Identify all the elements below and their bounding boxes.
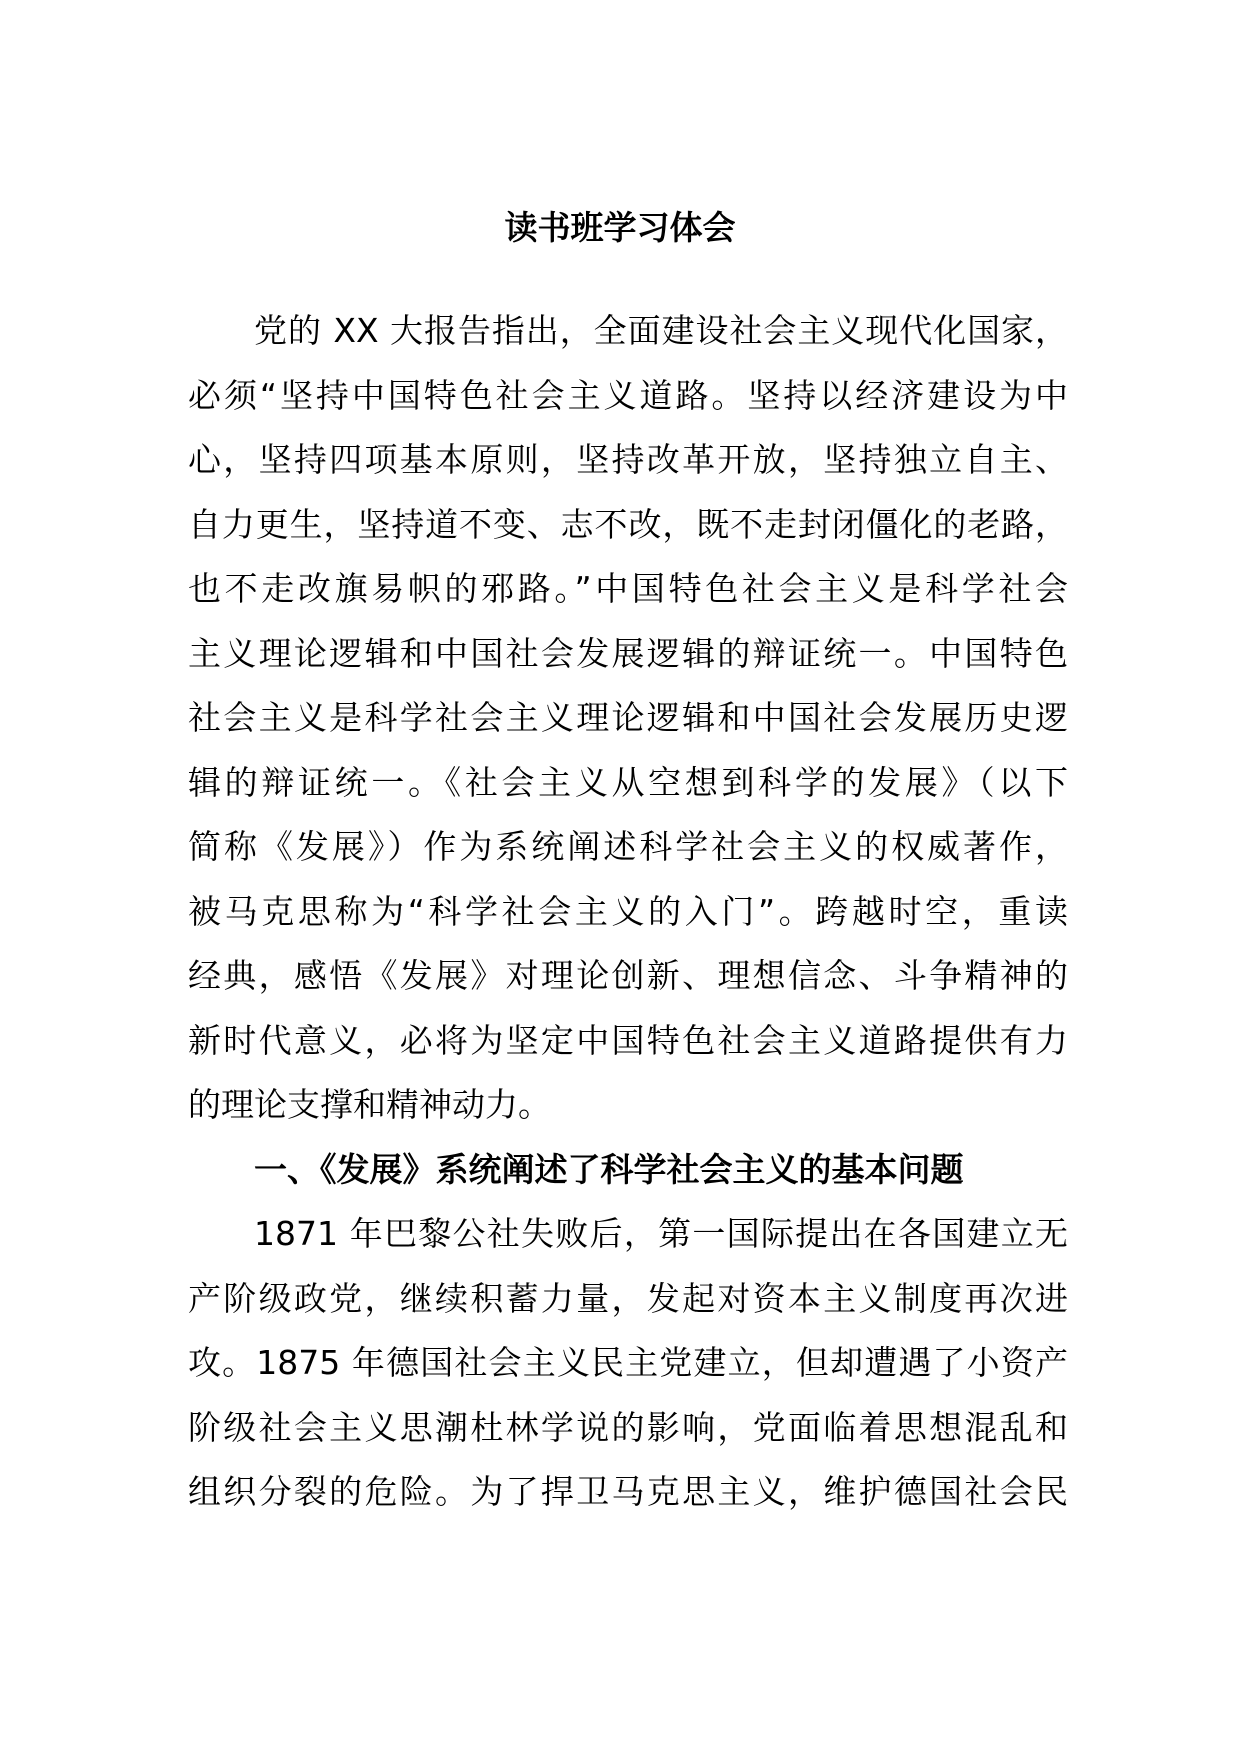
paragraph-line: 攻。1875 年德国社会主义民主党建立，但却遭遇了小资产 [188,1343,1068,1382]
paragraph-line: 产阶级政党，继续积蓄力量，发起对资本主义制度再次进 [188,1278,1068,1318]
paragraph-line: 主义理论逻辑和中国社会发展逻辑的辩证统一。中国特色 [188,633,1068,673]
paragraph-line: 1871 年巴黎公社失败后，第一国际提出在各国建立无 [254,1214,1068,1253]
paragraph-line: 必须“坚持中国特色社会主义道路。坚持以经济建设为中 [188,375,1068,415]
paragraph-line: 阶级社会主义思潮杜林学说的影响，党面临着思想混乱和 [188,1407,1068,1447]
paragraph-line: 也不走改旗易帜的邪路。”中国特色社会主义是科学社会 [188,569,1068,608]
document-title: 读书班学习体会 [504,208,736,247]
paragraph-line: 经典，感悟《发展》对理论创新、理想信念、斗争精神的 [188,956,1068,995]
paragraph-line: 简称《发展》）作为系统阐述科学社会主义的权威著作， [188,827,1068,866]
paragraph-line: 自力更生，坚持道不变、志不改，既不走封闭僵化的老路， [188,504,1068,544]
paragraph-line: 新时代意义，必将为坚定中国特色社会主义道路提供有力 [188,1020,1068,1060]
paragraph-line: 党的 XX 大报告指出，全面建设社会主义现代化国家， [254,311,1068,350]
paragraph-line: 心，坚持四项基本原则，坚持改革开放，坚持独立自主、 [188,440,1068,479]
section-heading: 一、《发展》系统阐述了科学社会主义的基本问题 [254,1149,964,1189]
paragraph-line: 组织分裂的危险。为了捍卫马克思主义，维护德国社会民 [188,1472,1068,1511]
paragraph-line: 社会主义是科学社会主义理论逻辑和中国社会发展历史逻 [188,698,1068,737]
paragraph-line: 被马克思称为“科学社会主义的入门”。跨越时空，重读 [188,891,1068,931]
document-body [188,299,1068,1525]
paragraph-line: 的理论支撑和精神动力。 [188,1085,551,1124]
paragraph-line: 辑的辩证统一。《社会主义从空想到科学的发展》（以下 [188,762,1068,802]
